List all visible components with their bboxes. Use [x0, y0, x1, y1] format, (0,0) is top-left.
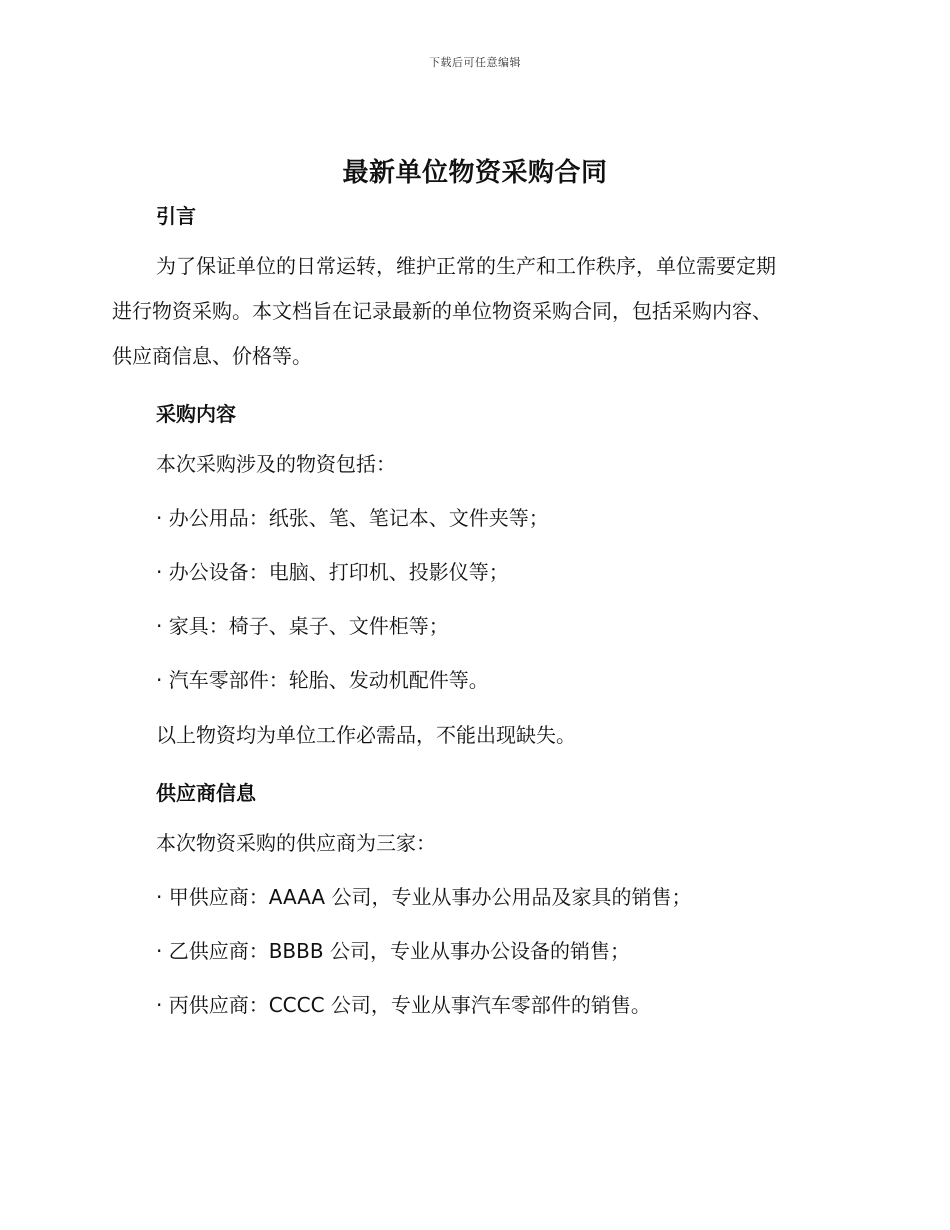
intro-paragraph — [112, 244, 842, 379]
header-note: 下载后可任意编辑 — [429, 56, 521, 69]
procurement-closing: 以上物资均为单位工作必需品，不能出现缺失。 — [156, 723, 576, 747]
supplier-item: · 甲供应商：AAAA 公司，专业从事办公用品及家具的销售； — [156, 885, 692, 909]
procurement-item: · 家具：椅子、桌子、文件柜等； — [156, 614, 449, 638]
suppliers-heading: 供应商信息 — [156, 781, 256, 805]
procurement-item: · 办公用品：纸张、笔、笔记本、文件夹等； — [156, 506, 549, 530]
supplier-item: · 丙供应商：CCCC 公司，专业从事汽车零部件的销售。 — [156, 993, 651, 1017]
document-title: 最新单位物资采购合同 — [342, 158, 608, 188]
procurement-item: · 办公设备：电脑、打印机、投影仪等； — [156, 560, 509, 584]
procurement-heading: 采购内容 — [156, 402, 236, 426]
intro-heading: 引言 — [156, 204, 196, 228]
procurement-item: · 汽车零部件：轮胎、发动机配件等。 — [156, 668, 489, 692]
intro-line: 进行物资采购。本文档旨在记录最新的单位物资采购合同，包括采购内容、 — [112, 299, 772, 323]
intro-line: 为了保证单位的日常运转，维护正常的生产和工作秩序，单位需要定期 — [156, 254, 776, 278]
procurement-lead: 本次采购涉及的物资包括： — [156, 452, 396, 476]
suppliers-lead: 本次物资采购的供应商为三家： — [156, 831, 436, 855]
supplier-item: · 乙供应商：BBBB 公司，专业从事办公设备的销售； — [156, 939, 630, 963]
intro-line: 供应商信息、价格等。 — [112, 344, 312, 368]
